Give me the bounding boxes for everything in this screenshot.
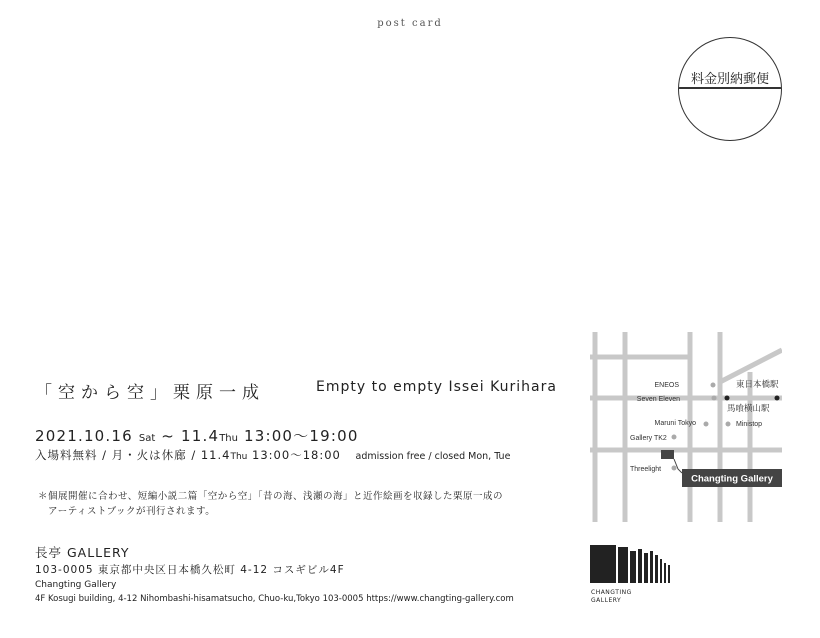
map-label-changting: Changting Gallery	[691, 473, 773, 485]
map-marker-maruni	[704, 422, 709, 427]
map-marker-station-east	[775, 396, 780, 401]
date-end: 11.4	[180, 427, 220, 445]
end-day: Thu	[219, 433, 238, 444]
map-label-maruni: Maruni Tokyo	[654, 420, 696, 427]
postage-divider	[679, 87, 781, 89]
map-label-bakuro-yokoyama: 馬喰横山駅	[727, 403, 770, 413]
map-marker-ministop	[726, 422, 731, 427]
map-label-higashi-nihombashi: 東日本橋駅	[736, 379, 779, 389]
exhibition-dates	[35, 425, 359, 446]
admission-day: Thu	[230, 452, 248, 462]
access-map	[590, 332, 782, 522]
map-marker-gallery-tk2	[672, 435, 677, 440]
map-marker-threelight	[672, 466, 677, 471]
map-label-ministop: Ministop	[736, 421, 763, 428]
note-line-1: ＊個展開催に合わせ、短編小説二篇「空から空」「昔の海、浅瀬の海」と近作絵画を収録した栗原一成の	[38, 491, 503, 502]
map-label-threelight: Threelight	[630, 466, 662, 473]
exhibition-title-jp: 「空から空」栗原一成	[35, 383, 265, 403]
admission-hours: 13:00〜18:00	[252, 448, 341, 462]
map-label-gallery-tk2: Gallery TK2	[630, 435, 667, 442]
postcard-label: post card	[377, 18, 443, 29]
map-marker-changting	[661, 450, 674, 459]
map-marker-seven-eleven	[712, 396, 717, 401]
opening-hours: 13:00〜19:00	[243, 427, 359, 445]
map-marker-station-west	[725, 396, 730, 401]
map-label-seven-eleven: Seven Eleven	[636, 396, 680, 403]
range-separator: ~	[161, 427, 176, 445]
logo-text-line2: GALLERY	[591, 597, 622, 604]
gallery-address-en: 4F Kosugi building, 4-12 Nihombashi-hisamatsucho, Chuo-ku,Tokyo 103-0005 https://www.changting-gallery.com	[35, 594, 514, 604]
admission-en: admission free / closed Mon, Tue	[355, 451, 511, 462]
map-marker-eneos	[711, 383, 716, 388]
date-start: 2021.10.16	[35, 427, 133, 445]
admission-info	[35, 447, 510, 463]
gallery-name-jp: 長亭 GALLERY	[35, 545, 130, 560]
gallery-name-en: Changting Gallery	[35, 580, 117, 590]
admission-jp: 入場料無料 / 月・火は休廊 / 11.4	[35, 448, 231, 462]
start-day: Sat	[138, 433, 156, 444]
gallery-address-jp: 103-0005 東京都中央区日本橋久松町 4-12 コスギビル4F	[35, 564, 345, 576]
postage-stamp-area	[678, 37, 782, 141]
exhibition-title-en: Empty to empty Issei Kurihara	[316, 379, 557, 395]
postage-paid-text: 料金別納郵便	[690, 72, 769, 87]
logo-text-line1: CHANGTING	[591, 589, 632, 596]
changting-logo-icon	[590, 543, 680, 585]
map-label-eneos: ENEOS	[654, 382, 679, 389]
note-line-2: アーティストブックが刊行されます。	[48, 506, 216, 517]
